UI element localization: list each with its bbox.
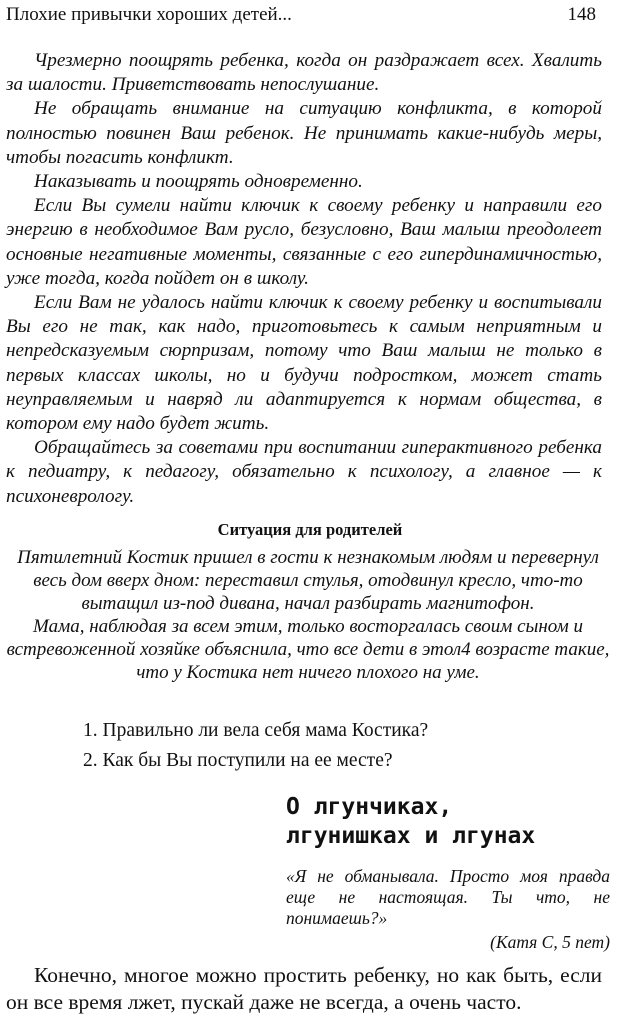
epigraph	[286, 866, 610, 953]
running-title: Плохие привычки хороших детей...	[6, 4, 292, 25]
paragraph: Не обращать внимание на ситуацию конфликта, в которой полностью повинен Ваш ребенок. Не принимать какие-нибудь меры, чтобы погасить конфликт.	[6, 98, 602, 168]
situation-paragraph: Пятилетний Костик пришел в гости к незнакомым людям и перевернул весь дом вверх дном: переставил стулья, отодвинул кресло, что-то вытащил из-под дивана, начал разбирать магнитофон.	[17, 547, 599, 614]
intro-text	[6, 49, 602, 509]
chapter-title	[286, 793, 535, 851]
question-list	[83, 716, 428, 776]
question-item: 2. Как бы Вы поступили на ее месте?	[83, 750, 393, 771]
paragraph: Чрезмерно поощрять ребенка, когда он раздражает всех. Хвалить за шалости. Приветствовать непослушание.	[6, 50, 602, 96]
paragraph: Наказывать и поощрять одновременно.	[34, 171, 363, 193]
chapter-body	[6, 962, 602, 1016]
question-item: 1. Правильно ли вела себя мама Костика?	[83, 720, 429, 741]
paragraph: Если Вы сумели найти ключик к своему ребенку и направили его энергию в необходимое Вам русло, безусловно, Ваш малыш преодолеет основные негативные моменты, связанные с его гипердинамичностью, уже тогда, когда пойдет он в школу.	[6, 195, 602, 289]
page-number: 148	[567, 4, 596, 25]
epigraph-attribution: (Катя С, 5 пет)	[490, 932, 610, 952]
situation-heading: Ситуация для родителей	[217, 520, 403, 539]
epigraph-quote: «Я не обманывала. Просто моя правда еще не настоящая. Ты что, не понимаешь?»	[286, 866, 610, 928]
chapter-title-line: О лгунчиках,	[286, 794, 453, 820]
paragraph: Конечно, многое можно простить ребенку, но как быть, если он все время лжет, пускай даже не всегда, а очень часто.	[6, 963, 602, 1014]
chapter-title-line: лгунишках и лгунах	[286, 823, 536, 849]
page-header	[6, 2, 596, 28]
situation-text	[0, 546, 616, 684]
situation-paragraph: Мама, наблюдая за всем этим, только восторгалась своим сыном и встревоженной хозяйке объяснила, что все дети в этол4 возрасте такие, что у Костика нет ничего плохого на уме.	[6, 616, 610, 683]
paragraph: Если Вам не удалось найти ключик к своему ребенку и воспитывали Вы его не так, как надо, приготовьтесь к самым неприятным и непредсказуемым сюрпризам, потому что Ваш малыш не только в первых классах школы, но и будучи подростком, может стать неуправляемым и навряд ли адаптируется к нормам общества, в котором ему надо будет жить.	[6, 292, 602, 435]
paragraph: Обращайтесь за советами при воспитании гиперактивного ребенка к педиатру, к педагогу, обязательно к психологу, а главное — к психоневрологу.	[6, 437, 602, 507]
